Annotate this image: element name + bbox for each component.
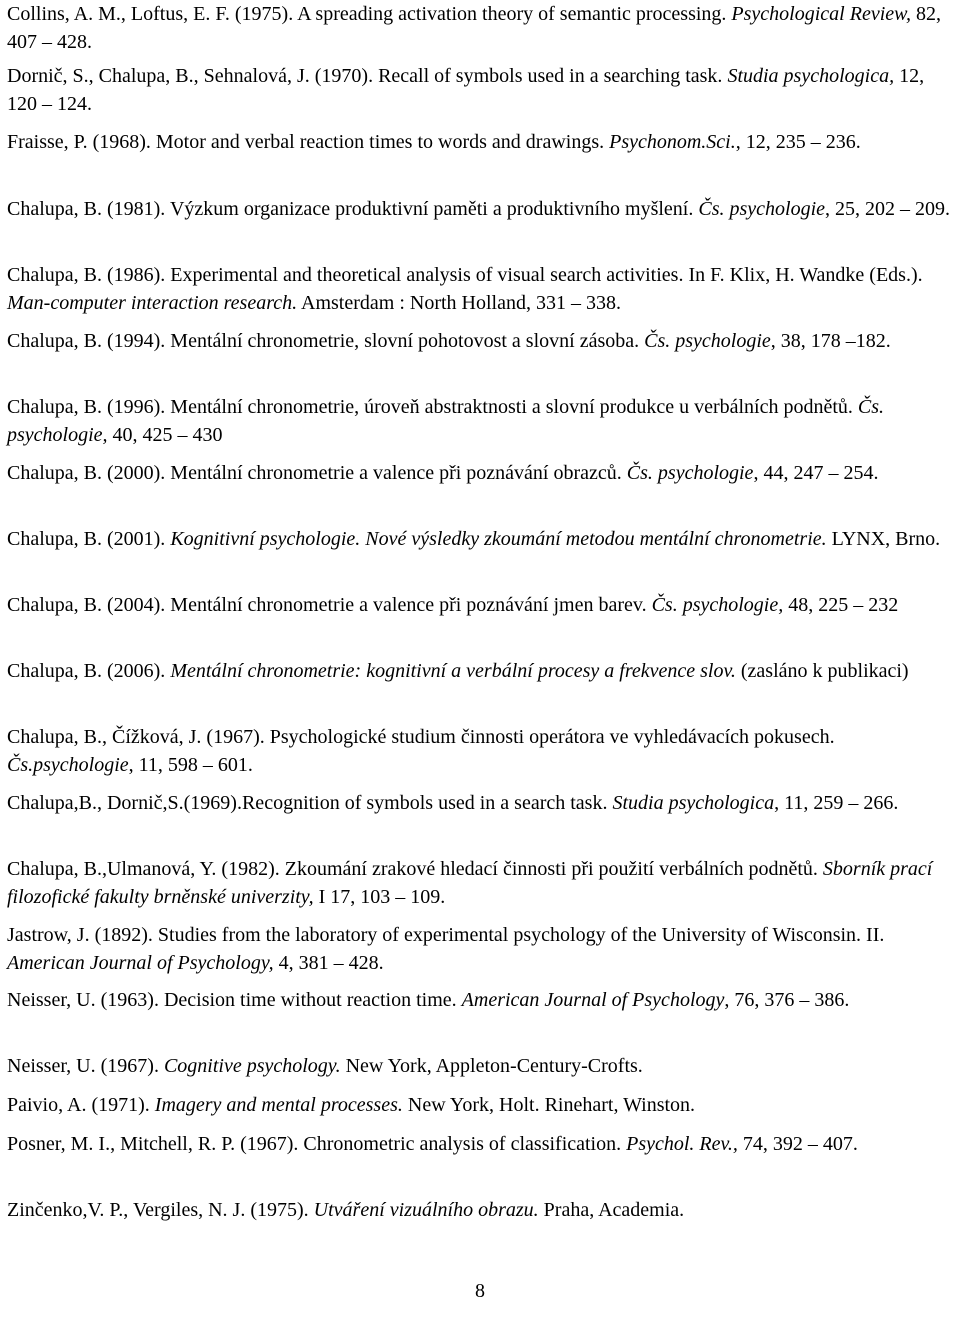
reference-chalupa2000 bbox=[7, 459, 878, 487]
ref-text: Chalupa, B. (2006). bbox=[7, 660, 171, 682]
ref-text: Jastrow, J. (1892). Studies from the laboratory of experimental psychology of the University of Wisconsin. II. bbox=[7, 924, 885, 946]
reference-chalupa2001 bbox=[7, 525, 940, 553]
ref-text: Amsterdam : North Holland, 331 – 338. bbox=[297, 292, 621, 314]
ref-text: Dornič, S., Chalupa, B., Sehnalová, J. (1970). Recall of symbols used in a searching task. bbox=[7, 65, 728, 87]
ref-book-title: Cognitive psychology. bbox=[163, 1055, 341, 1077]
ref-text: , 25, 202 – 209. bbox=[825, 198, 951, 220]
ref-text: Posner, M. I., Mitchell, R. P. (1967). Chronometric analysis of classification. bbox=[7, 1133, 627, 1155]
reference-collins1975 bbox=[7, 0, 953, 56]
reference-chalupa1996 bbox=[7, 393, 953, 449]
ref-text: 82, 407 – 428. bbox=[7, 3, 941, 53]
ref-text: Chalupa, B. (2001). bbox=[7, 528, 171, 550]
ref-text: 12, 120 – 124. bbox=[7, 65, 925, 115]
ref-book-title: Mentální chronometrie: kognitivní a verbální procesy a frekvence slov. bbox=[170, 660, 736, 682]
reference-posner1967 bbox=[7, 1130, 858, 1158]
ref-journal: Psychonom.Sci. bbox=[609, 131, 736, 153]
reference-fraisse1968 bbox=[7, 128, 861, 156]
reference-chalupa1994 bbox=[7, 327, 891, 355]
ref-text: Chalupa, B. (2000). Mentální chronometrie a valence při poznávání obrazců. bbox=[7, 462, 627, 484]
ref-book-title: Imagery and mental processes. bbox=[154, 1094, 403, 1116]
ref-text: Paivio, A. (1971). bbox=[7, 1094, 155, 1116]
reference-chalupa2006 bbox=[7, 657, 909, 685]
ref-book-title: Kognitivní psychologie. Nové výsledky zkoumání metodou mentální chronometrie. bbox=[170, 528, 827, 550]
ref-journal: Psychol. Rev., bbox=[626, 1133, 738, 1155]
reference-chalupa1981 bbox=[7, 195, 950, 223]
ref-journal: Sborník prací filozofické fakulty brněnské univerzity, bbox=[7, 858, 933, 908]
reference-neisser1963 bbox=[7, 986, 849, 1014]
ref-journal: Čs. psychologie, bbox=[7, 396, 885, 446]
reference-neisser1967 bbox=[7, 1052, 643, 1080]
reference-chalupa2004 bbox=[7, 591, 898, 619]
ref-text: 4, 381 – 428. bbox=[273, 952, 384, 974]
reference-chalupa1986 bbox=[7, 261, 953, 317]
ref-text: Zinčenko,V. P., Vergiles, N. J. (1975). bbox=[7, 1199, 314, 1221]
ref-text: (zasláno k publikaci) bbox=[735, 660, 909, 682]
ref-text: Chalupa, B. (1996). Mentální chronometrie, úroveň abstraktnosti a slovní produkce u verbálních podnětů. bbox=[7, 396, 858, 418]
ref-text: Chalupa, B. (1981). Výzkum organizace produktivní paměti a produktivního myšlení. bbox=[7, 198, 699, 220]
reference-chalupa1967 bbox=[7, 723, 953, 779]
ref-text: , 44, 247 – 254. bbox=[753, 462, 879, 484]
reference-chalupa1969 bbox=[7, 789, 898, 817]
ref-text: , 11, 259 – 266. bbox=[774, 792, 899, 814]
ref-text: Chalupa, B.,Ulmanová, Y. (1982). Zkoumání zrakové hledací činnosti při použití verbálních podnětů. bbox=[7, 858, 823, 880]
ref-text: I 17, 103 – 109. bbox=[313, 886, 446, 908]
ref-text: Praha, Academia. bbox=[538, 1199, 685, 1221]
ref-text: , 76, 376 – 386. bbox=[724, 989, 850, 1011]
ref-book-title: Utváření vizuálního obrazu. bbox=[313, 1199, 539, 1221]
reference-chalupa1982 bbox=[7, 855, 953, 911]
ref-text: Fraisse, P. (1968). Motor and verbal reaction times to words and drawings. bbox=[7, 131, 610, 153]
reference-dornic1970 bbox=[7, 62, 953, 118]
ref-text: Chalupa, B. (2004). Mentální chronometrie a valence při poznávání jmen barev. bbox=[7, 594, 652, 616]
ref-journal: Psychological Review, bbox=[731, 3, 911, 25]
ref-text: 40, 425 – 430 bbox=[107, 424, 223, 446]
ref-book-title: Man-computer interaction research. bbox=[7, 292, 298, 314]
ref-text: LYNX, Brno. bbox=[826, 528, 941, 550]
ref-text: New York, Holt. Rinehart, Winston. bbox=[402, 1094, 696, 1116]
ref-text: New York, Appleton-Century-Crofts. bbox=[340, 1055, 643, 1077]
reference-jastrow1892 bbox=[7, 921, 953, 977]
ref-journal: Čs. psychologie, bbox=[651, 594, 784, 616]
ref-journal: Studia psychologica, bbox=[727, 65, 895, 87]
ref-text: Chalupa, B., Čížková, J. (1967). Psychologické studium činnosti operátora ve vyhledávacích pokusech. bbox=[7, 726, 835, 748]
page-number: 8 bbox=[475, 1280, 485, 1302]
ref-journal: Čs. psychologie bbox=[626, 462, 754, 484]
ref-journal: Čs.psychologie bbox=[7, 754, 129, 776]
ref-journal: American Journal of Psychology bbox=[461, 989, 725, 1011]
ref-text: Collins, A. M., Loftus, E. F. (1975). A spreading activation theory of semantic processing. bbox=[7, 3, 732, 25]
ref-journal: Čs. psychologie bbox=[698, 198, 826, 220]
ref-journal: Čs. psychologie bbox=[644, 330, 771, 352]
ref-text: Chalupa, B. (1986). Experimental and theoretical analysis of visual search activities. In F. Klix, H. Wandke (Eds.). bbox=[7, 264, 923, 286]
reference-paivio1971 bbox=[7, 1091, 695, 1119]
ref-text: , 11, 598 – 601. bbox=[128, 754, 253, 776]
ref-text: , 12, 235 – 236. bbox=[735, 131, 861, 153]
ref-journal: Studia psychologica bbox=[612, 792, 775, 814]
ref-text: Neisser, U. (1967). bbox=[7, 1055, 164, 1077]
ref-text: 48, 225 – 232 bbox=[783, 594, 899, 616]
ref-text: Chalupa,B., Dornič,S.(1969).Recognition of symbols used in a search task. bbox=[7, 792, 613, 814]
ref-text: Chalupa, B. (1994). Mentální chronometrie, slovní pohotovost a slovní zásoba. bbox=[7, 330, 645, 352]
ref-text: Neisser, U. (1963). Decision time without reaction time. bbox=[7, 989, 462, 1011]
ref-text: , 38, 178 –182. bbox=[770, 330, 891, 352]
ref-journal: American Journal of Psychology, bbox=[7, 952, 274, 974]
reference-zincenko1975 bbox=[7, 1196, 684, 1224]
ref-text: 74, 392 – 407. bbox=[737, 1133, 858, 1155]
